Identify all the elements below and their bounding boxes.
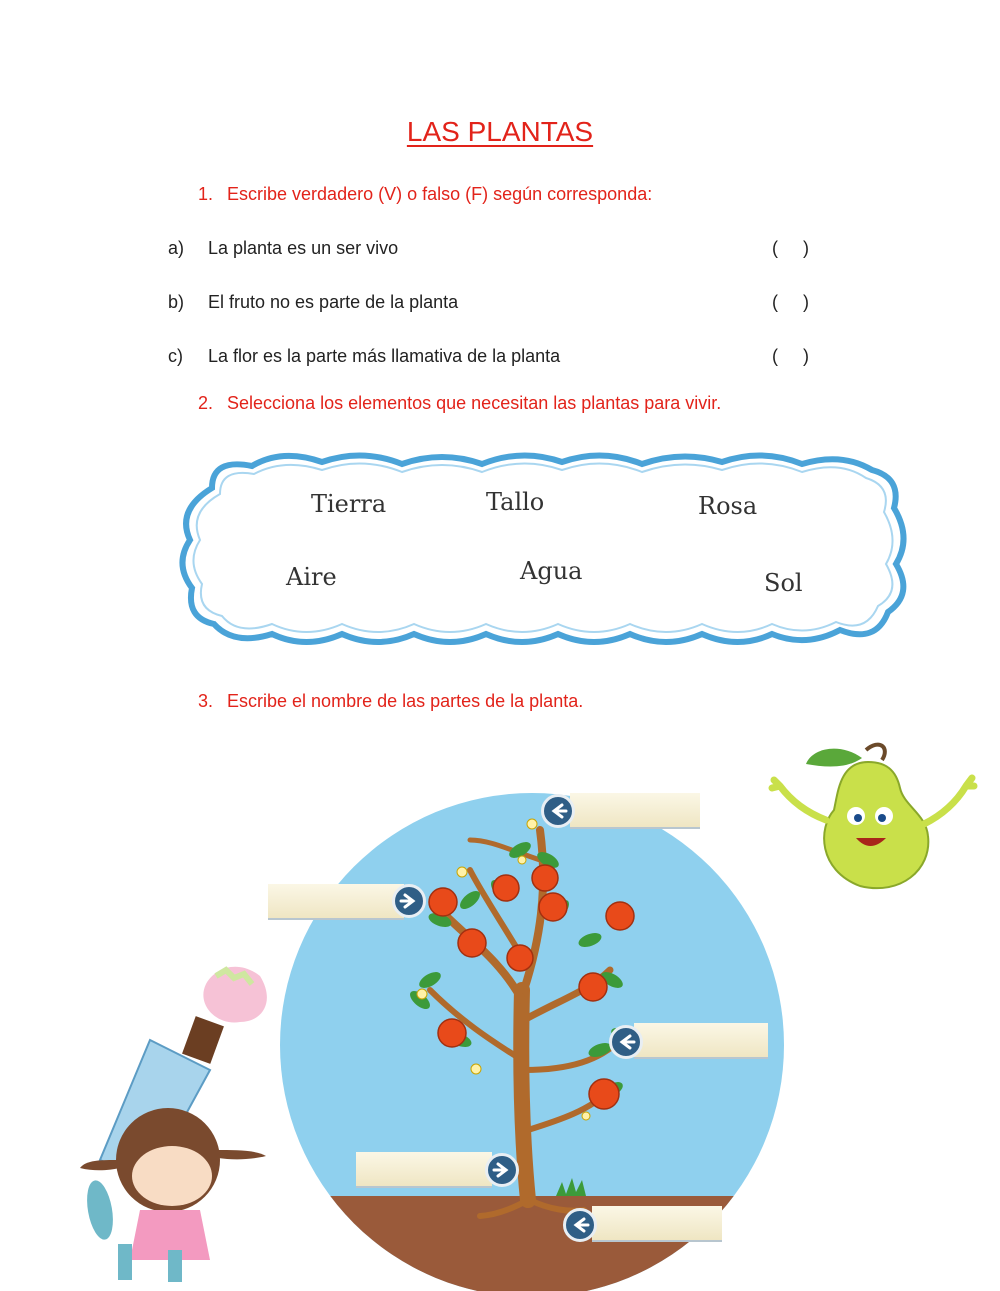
- arrow-left-icon: [609, 1025, 643, 1059]
- statement-letter: b): [168, 292, 185, 312]
- answer-blank[interactable]: ( ): [772, 346, 809, 366]
- statement-text: El fruto no es parte de la planta: [208, 292, 459, 312]
- statement-text: La flor es la parte más llamativa de la planta: [208, 346, 561, 366]
- arrow-left-icon: [563, 1208, 597, 1242]
- question-3-text: Escribe el nombre de las partes de la planta.: [227, 691, 584, 711]
- answer-blank[interactable]: ( ): [772, 238, 809, 258]
- question-1: [198, 184, 652, 205]
- word-option[interactable]: Rosa: [698, 492, 758, 520]
- word-option[interactable]: Aire: [286, 563, 337, 591]
- question-2: [198, 393, 721, 414]
- question-1-number: 1.: [198, 184, 214, 204]
- part-label-field[interactable]: [356, 1152, 492, 1188]
- part-label-input[interactable]: [634, 1023, 768, 1059]
- part-label-input[interactable]: [356, 1152, 492, 1188]
- question-2-text: Selecciona los elementos que necesitan las plantas para vivir.: [227, 393, 722, 413]
- word-option[interactable]: Sol: [764, 569, 803, 597]
- statement-c: [168, 346, 828, 370]
- question-3: [198, 691, 583, 712]
- question-1-text: Escribe verdadero (V) o falso (F) según corresponda:: [227, 184, 653, 204]
- part-label-field[interactable]: [634, 1023, 768, 1059]
- arrow-left-icon: [541, 794, 575, 828]
- part-label-field[interactable]: [592, 1206, 722, 1242]
- arrow-right-icon: [392, 884, 426, 918]
- statement-text: La planta es un ser vivo: [208, 238, 399, 258]
- cloud-shape: [172, 448, 914, 652]
- arrow-right-icon: [485, 1153, 519, 1187]
- question-2-number: 2.: [198, 393, 214, 413]
- plant-illustration: [0, 740, 1000, 1291]
- part-label-input[interactable]: [268, 884, 404, 920]
- statement-b: [168, 292, 828, 316]
- answer-blank[interactable]: ( ): [772, 292, 809, 312]
- word-option[interactable]: Tierra: [311, 490, 387, 518]
- question-3-number: 3.: [198, 691, 214, 711]
- part-label-field[interactable]: [268, 884, 404, 920]
- statement-letter: c): [168, 346, 183, 366]
- part-label-input[interactable]: [592, 1206, 722, 1242]
- pear-character: [772, 745, 974, 889]
- part-label-field[interactable]: [570, 793, 700, 829]
- girl-with-brush: [80, 967, 267, 1282]
- statement-letter: a): [168, 238, 185, 258]
- word-option[interactable]: Tallo: [486, 488, 545, 516]
- page-title: LAS PLANTAS: [406, 116, 594, 147]
- word-option[interactable]: Agua: [520, 557, 583, 585]
- part-label-input[interactable]: [570, 793, 700, 829]
- statement-a: [168, 238, 828, 262]
